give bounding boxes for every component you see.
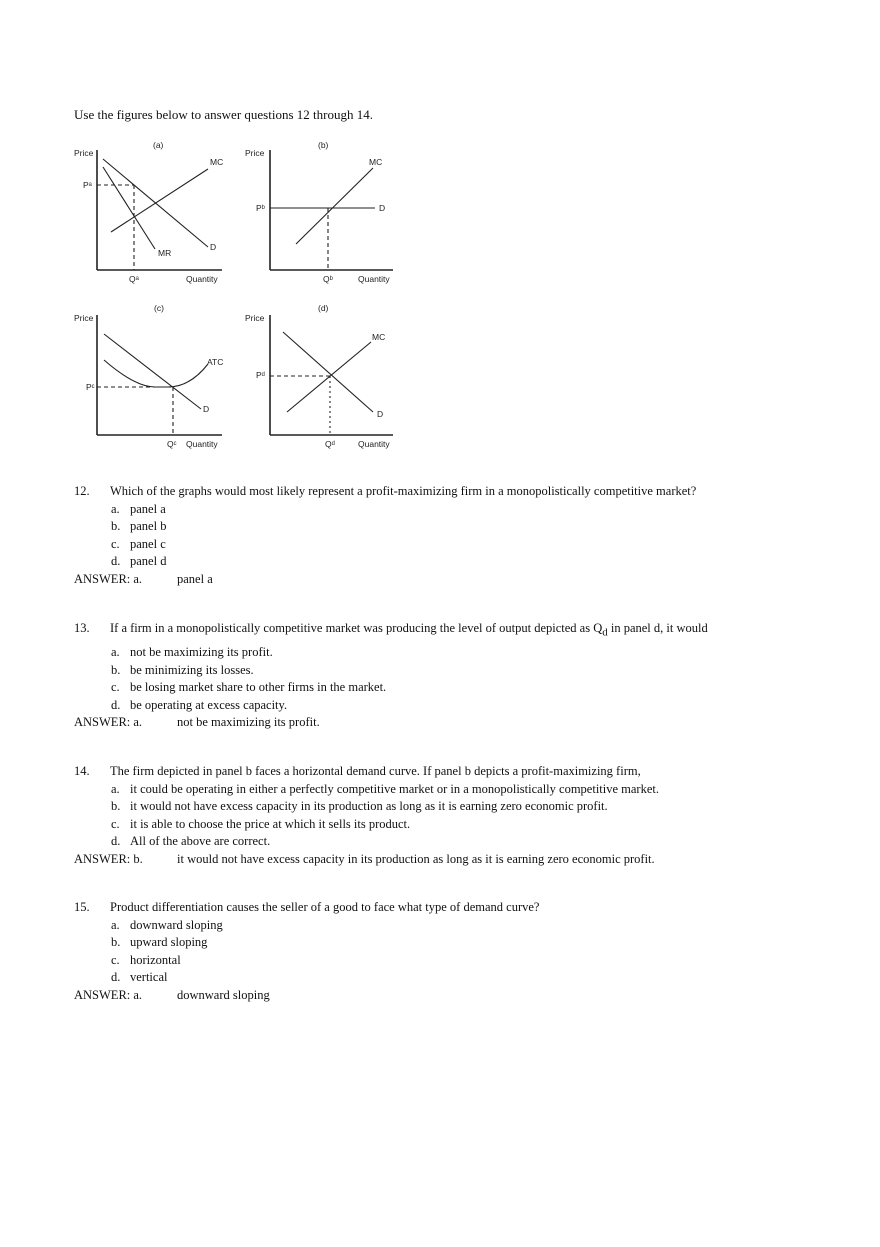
question-15 — [74, 899, 834, 1004]
svg-text:MR: MR — [158, 248, 172, 258]
option-d: d. panel d — [111, 554, 167, 568]
svg-text:Quantity: Quantity — [358, 439, 390, 449]
svg-text:Pᵈ: Pᵈ — [256, 370, 265, 380]
option-a: a. panel a — [111, 501, 166, 516]
answer-line: ANSWER: a. panel a — [74, 571, 213, 586]
svg-text:Qᵈ: Qᵈ — [325, 439, 335, 449]
question-stem: The firm depicted in panel b faces a horizontal demand curve. If panel b depicts a profit-maximizing firm, — [110, 764, 641, 778]
panel-c — [97, 315, 222, 435]
svg-text:D: D — [210, 242, 217, 252]
option-c: c. it is able to choose the price at which it sells its product. — [111, 816, 411, 831]
svg-text:Pᶜ: Pᶜ — [86, 382, 95, 392]
svg-text:Pᵃ: Pᵃ — [83, 180, 92, 190]
svg-text:MC: MC — [369, 157, 383, 167]
question-12 — [74, 483, 834, 588]
economics-graphs — [60, 132, 420, 462]
question-number: 15. — [74, 900, 90, 914]
option-b: b. panel b — [111, 519, 167, 533]
option-a: a. downward sloping — [111, 917, 223, 932]
svg-text:Quantity: Quantity — [186, 439, 218, 449]
svg-text:D: D — [377, 409, 384, 419]
answer-line: ANSWER: a. downward sloping — [74, 987, 270, 1002]
question-number: 14. — [74, 764, 90, 778]
option-d: d. All of the above are correct. — [111, 834, 271, 848]
option-a: a. not be maximizing its profit. — [111, 645, 273, 659]
svg-text:(b): (b) — [318, 140, 329, 150]
option-b: b. be minimizing its losses. — [111, 662, 254, 677]
svg-text:ATC: ATC — [207, 357, 224, 367]
svg-text:Qᵇ: Qᵇ — [323, 274, 333, 284]
svg-text:MC: MC — [372, 332, 386, 342]
svg-text:D: D — [203, 404, 210, 414]
panel-b — [270, 150, 393, 270]
figure-panels — [60, 132, 420, 462]
question-number: 13. — [74, 621, 90, 635]
instructions-text: Use the figures below to answer questions 12 through 14. — [74, 107, 373, 122]
svg-text:(c): (c) — [154, 303, 164, 313]
svg-text:D: D — [379, 203, 386, 213]
option-c: c. panel c — [111, 536, 166, 551]
question-stem: Which of the graphs would most likely represent a profit-maximizing firm in a monopolistically competitive market? — [110, 484, 697, 498]
svg-text:Qᵃ: Qᵃ — [129, 274, 139, 284]
question-14 — [74, 763, 874, 868]
svg-text:Price: Price — [74, 148, 94, 158]
svg-text:(d): (d) — [318, 303, 329, 313]
answer-line: ANSWER: b. it would not have excess capacity in its production as long as it is earning zero economic profit. — [74, 851, 655, 866]
svg-text:Pᵇ: Pᵇ — [256, 203, 265, 213]
question-stem: If a firm in a monopolistically competitive market was producing the level of output depicted as $Q_d$ in panel d, it would — [110, 621, 708, 639]
svg-text:Quantity: Quantity — [358, 274, 390, 284]
option-b: b. upward sloping — [111, 935, 208, 949]
option-b: b. it would not have excess capacity in its production as long as it is earning zero economic profit. — [111, 799, 608, 813]
svg-text:Quantity: Quantity — [186, 274, 218, 284]
option-a: a. it could be operating in either a perfectly competitive market or in a monopolistically competitive market. — [111, 781, 659, 796]
question-13 — [74, 620, 834, 732]
answer-line: ANSWER: a. not be maximizing its profit. — [74, 715, 320, 729]
question-number: 12. — [74, 484, 90, 498]
question-stem: Product differentiation causes the seller of a good to face what type of demand curve? — [110, 900, 540, 914]
option-d: d. be operating at excess capacity. — [111, 697, 288, 712]
svg-text:Price: Price — [74, 313, 94, 323]
option-d: d. vertical — [111, 970, 168, 984]
svg-text:(a): (a) — [153, 140, 164, 150]
svg-text:Qᶜ: Qᶜ — [167, 439, 177, 449]
option-c: c. be losing market share to other firms in the market. — [111, 680, 387, 694]
svg-text:Price: Price — [245, 313, 265, 323]
svg-text:MC: MC — [210, 157, 224, 167]
svg-text:Price: Price — [245, 148, 265, 158]
option-c: c. horizontal — [111, 952, 181, 967]
